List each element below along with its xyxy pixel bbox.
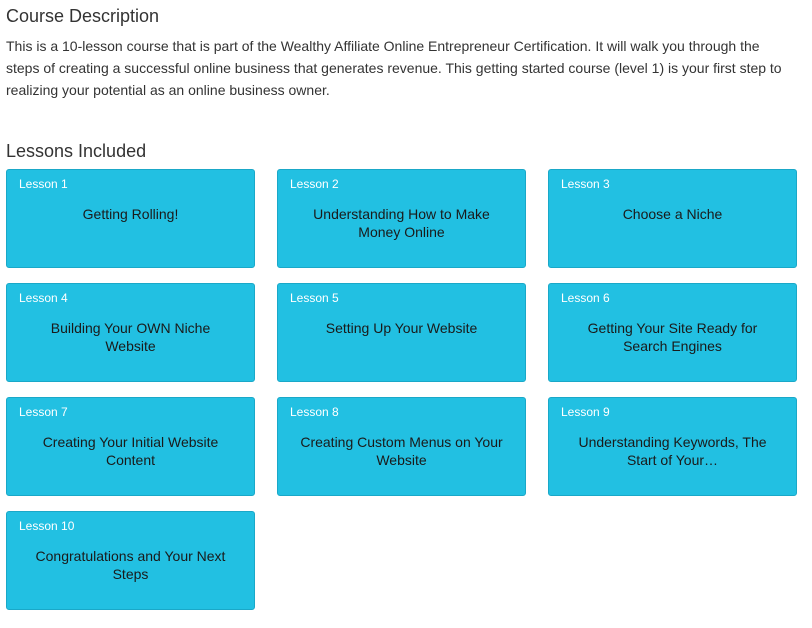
lesson-title: Understanding Keywords, The Start of Your…: [578, 434, 767, 468]
lesson-number: Lesson 9: [561, 405, 610, 419]
lesson-title: Congratulations and Your Next Steps: [35, 548, 226, 582]
lesson-number: Lesson 8: [290, 405, 339, 419]
lesson-title: Setting Up Your Website: [325, 320, 478, 336]
lesson-number: Lesson 1: [19, 177, 68, 191]
lesson-title: Creating Your Initial Website Content: [42, 434, 219, 468]
lesson-number: Lesson 10: [19, 519, 75, 533]
lesson-card-2[interactable]: [277, 169, 526, 268]
lessons-included-heading: Lessons Included: [6, 141, 147, 161]
lesson-title: Choose a Niche: [622, 206, 723, 222]
lesson-title: Getting Your Site Ready for Search Engines: [587, 320, 758, 354]
lesson-title: Building Your OWN Niche Website: [50, 320, 211, 354]
lesson-card-8[interactable]: [277, 397, 526, 496]
lesson-number: Lesson 3: [561, 177, 610, 191]
lesson-card-7[interactable]: [6, 397, 255, 496]
lesson-card-4[interactable]: [6, 283, 255, 382]
lesson-card-10[interactable]: [6, 511, 255, 610]
lesson-card-1[interactable]: [6, 169, 255, 268]
lesson-number: Lesson 7: [19, 405, 68, 419]
lesson-number: Lesson 6: [561, 291, 610, 305]
lesson-number: Lesson 2: [290, 177, 339, 191]
lessons-grid: [6, 169, 798, 610]
lesson-card-9[interactable]: [548, 397, 797, 496]
course-description-heading: Course Description: [6, 6, 160, 26]
lesson-number: Lesson 4: [19, 291, 68, 305]
lesson-card-6[interactable]: [548, 283, 797, 382]
lesson-card-5[interactable]: [277, 283, 526, 382]
course-description-text: This is a 10-lesson course that is part of the Wealthy Affiliate Online Entrepreneur Certification. It will walk you through the steps of creating a successful online business that generates revenue. This getting started course (level 1) is your first step to realizing your potential as an online business owner.: [6, 38, 782, 98]
lesson-card-3[interactable]: [548, 169, 797, 268]
lesson-title: Creating Custom Menus on Your Website: [300, 434, 503, 468]
lesson-number: Lesson 5: [290, 291, 339, 305]
lesson-title: Getting Rolling!: [82, 206, 179, 222]
lesson-title: Understanding How to Make Money Online: [313, 206, 490, 240]
